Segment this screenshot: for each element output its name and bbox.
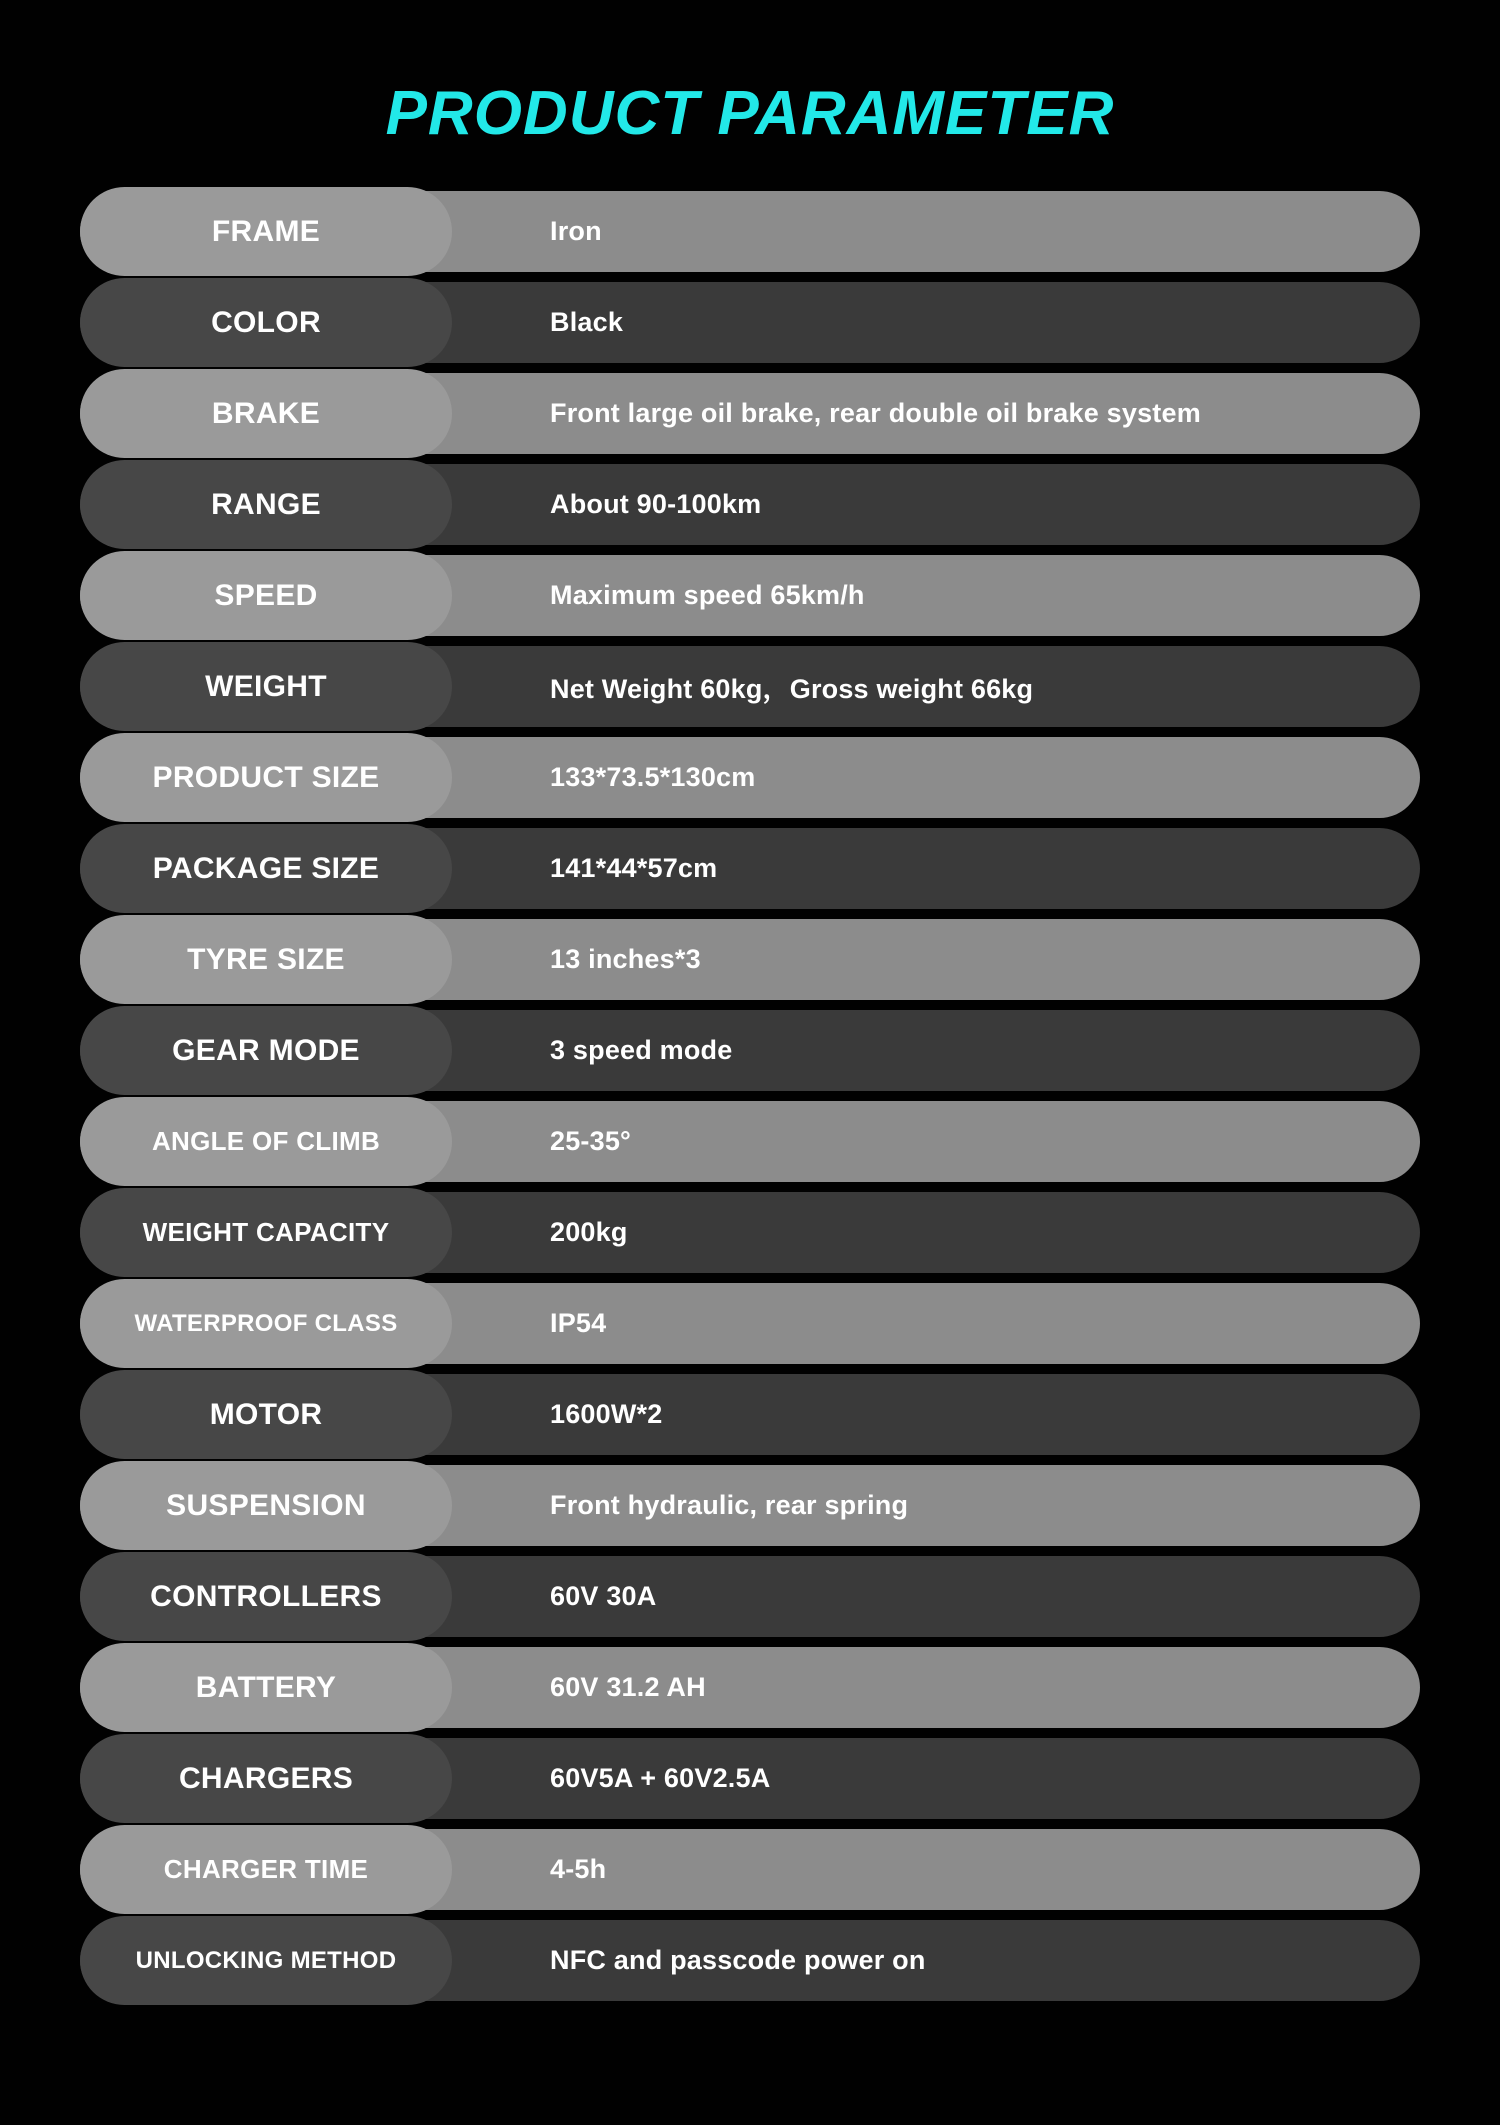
table-row	[80, 1916, 1420, 2005]
table-row	[80, 1006, 1420, 1095]
spec-label: MOTOR	[80, 1370, 452, 1459]
spec-label: RANGE	[80, 460, 452, 549]
spec-label: ANGLE OF CLIMB	[80, 1097, 452, 1186]
spec-label: WATERPROOF CLASS	[80, 1279, 452, 1368]
spec-label: TYRE SIZE	[80, 915, 452, 1004]
table-row	[80, 1279, 1420, 1368]
table-row	[80, 278, 1420, 367]
table-row	[80, 1552, 1420, 1641]
table-row	[80, 551, 1420, 640]
spec-value: Front large oil brake, rear double oil brake system	[80, 373, 1420, 454]
spec-label: COLOR	[80, 278, 452, 367]
table-row	[80, 915, 1420, 1004]
table-row	[80, 1461, 1420, 1550]
table-row	[80, 824, 1420, 913]
spec-value: 4-5h	[80, 1829, 1420, 1910]
table-row	[80, 369, 1420, 458]
spec-label: CHARGER TIME	[80, 1825, 452, 1914]
spec-value: 200kg	[80, 1192, 1420, 1273]
table-row	[80, 187, 1420, 276]
table-row	[80, 460, 1420, 549]
spec-value: 60V5A + 60V2.5A	[80, 1738, 1420, 1819]
table-row	[80, 1734, 1420, 1823]
spec-label: CONTROLLERS	[80, 1552, 452, 1641]
spec-label: UNLOCKING METHOD	[80, 1916, 452, 2005]
spec-value: 60V 31.2 AH	[80, 1647, 1420, 1728]
spec-label: WEIGHT CAPACITY	[80, 1188, 452, 1277]
spec-value: Net Weight 60kg，Gross weight 66kg	[80, 646, 1420, 727]
spec-value: Black	[80, 282, 1420, 363]
spec-value: 25-35°	[80, 1101, 1420, 1182]
spec-label: FRAME	[80, 187, 452, 276]
spec-value: 3 speed mode	[80, 1010, 1420, 1091]
spec-value: 13 inches*3	[80, 919, 1420, 1000]
spec-label: SPEED	[80, 551, 452, 640]
spec-label: PACKAGE SIZE	[80, 824, 452, 913]
table-row	[80, 1825, 1420, 1914]
table-row	[80, 1188, 1420, 1277]
spec-value: IP54	[80, 1283, 1420, 1364]
spec-value: Iron	[80, 191, 1420, 272]
table-row	[80, 1097, 1420, 1186]
spec-label: WEIGHT	[80, 642, 452, 731]
table-row	[80, 1370, 1420, 1459]
spec-value: Front hydraulic, rear spring	[80, 1465, 1420, 1546]
spec-label: GEAR MODE	[80, 1006, 452, 1095]
spec-value: 141*44*57cm	[80, 828, 1420, 909]
spec-value: 133*73.5*130cm	[80, 737, 1420, 818]
spec-table	[80, 187, 1420, 2007]
spec-value: 60V 30A	[80, 1556, 1420, 1637]
table-row	[80, 1643, 1420, 1732]
spec-value: NFC and passcode power on	[80, 1920, 1420, 2001]
spec-label: CHARGERS	[80, 1734, 452, 1823]
page-title: PRODUCT PARAMETER	[385, 79, 1115, 148]
spec-value: About 90-100km	[80, 464, 1420, 545]
spec-value: 1600W*2	[80, 1374, 1420, 1455]
spec-label: SUSPENSION	[80, 1461, 452, 1550]
spec-label: BATTERY	[80, 1643, 452, 1732]
table-row	[80, 733, 1420, 822]
spec-value: Maximum speed 65km/h	[80, 555, 1420, 636]
spec-label: BRAKE	[80, 369, 452, 458]
table-row	[80, 642, 1420, 731]
spec-label: PRODUCT SIZE	[80, 733, 452, 822]
